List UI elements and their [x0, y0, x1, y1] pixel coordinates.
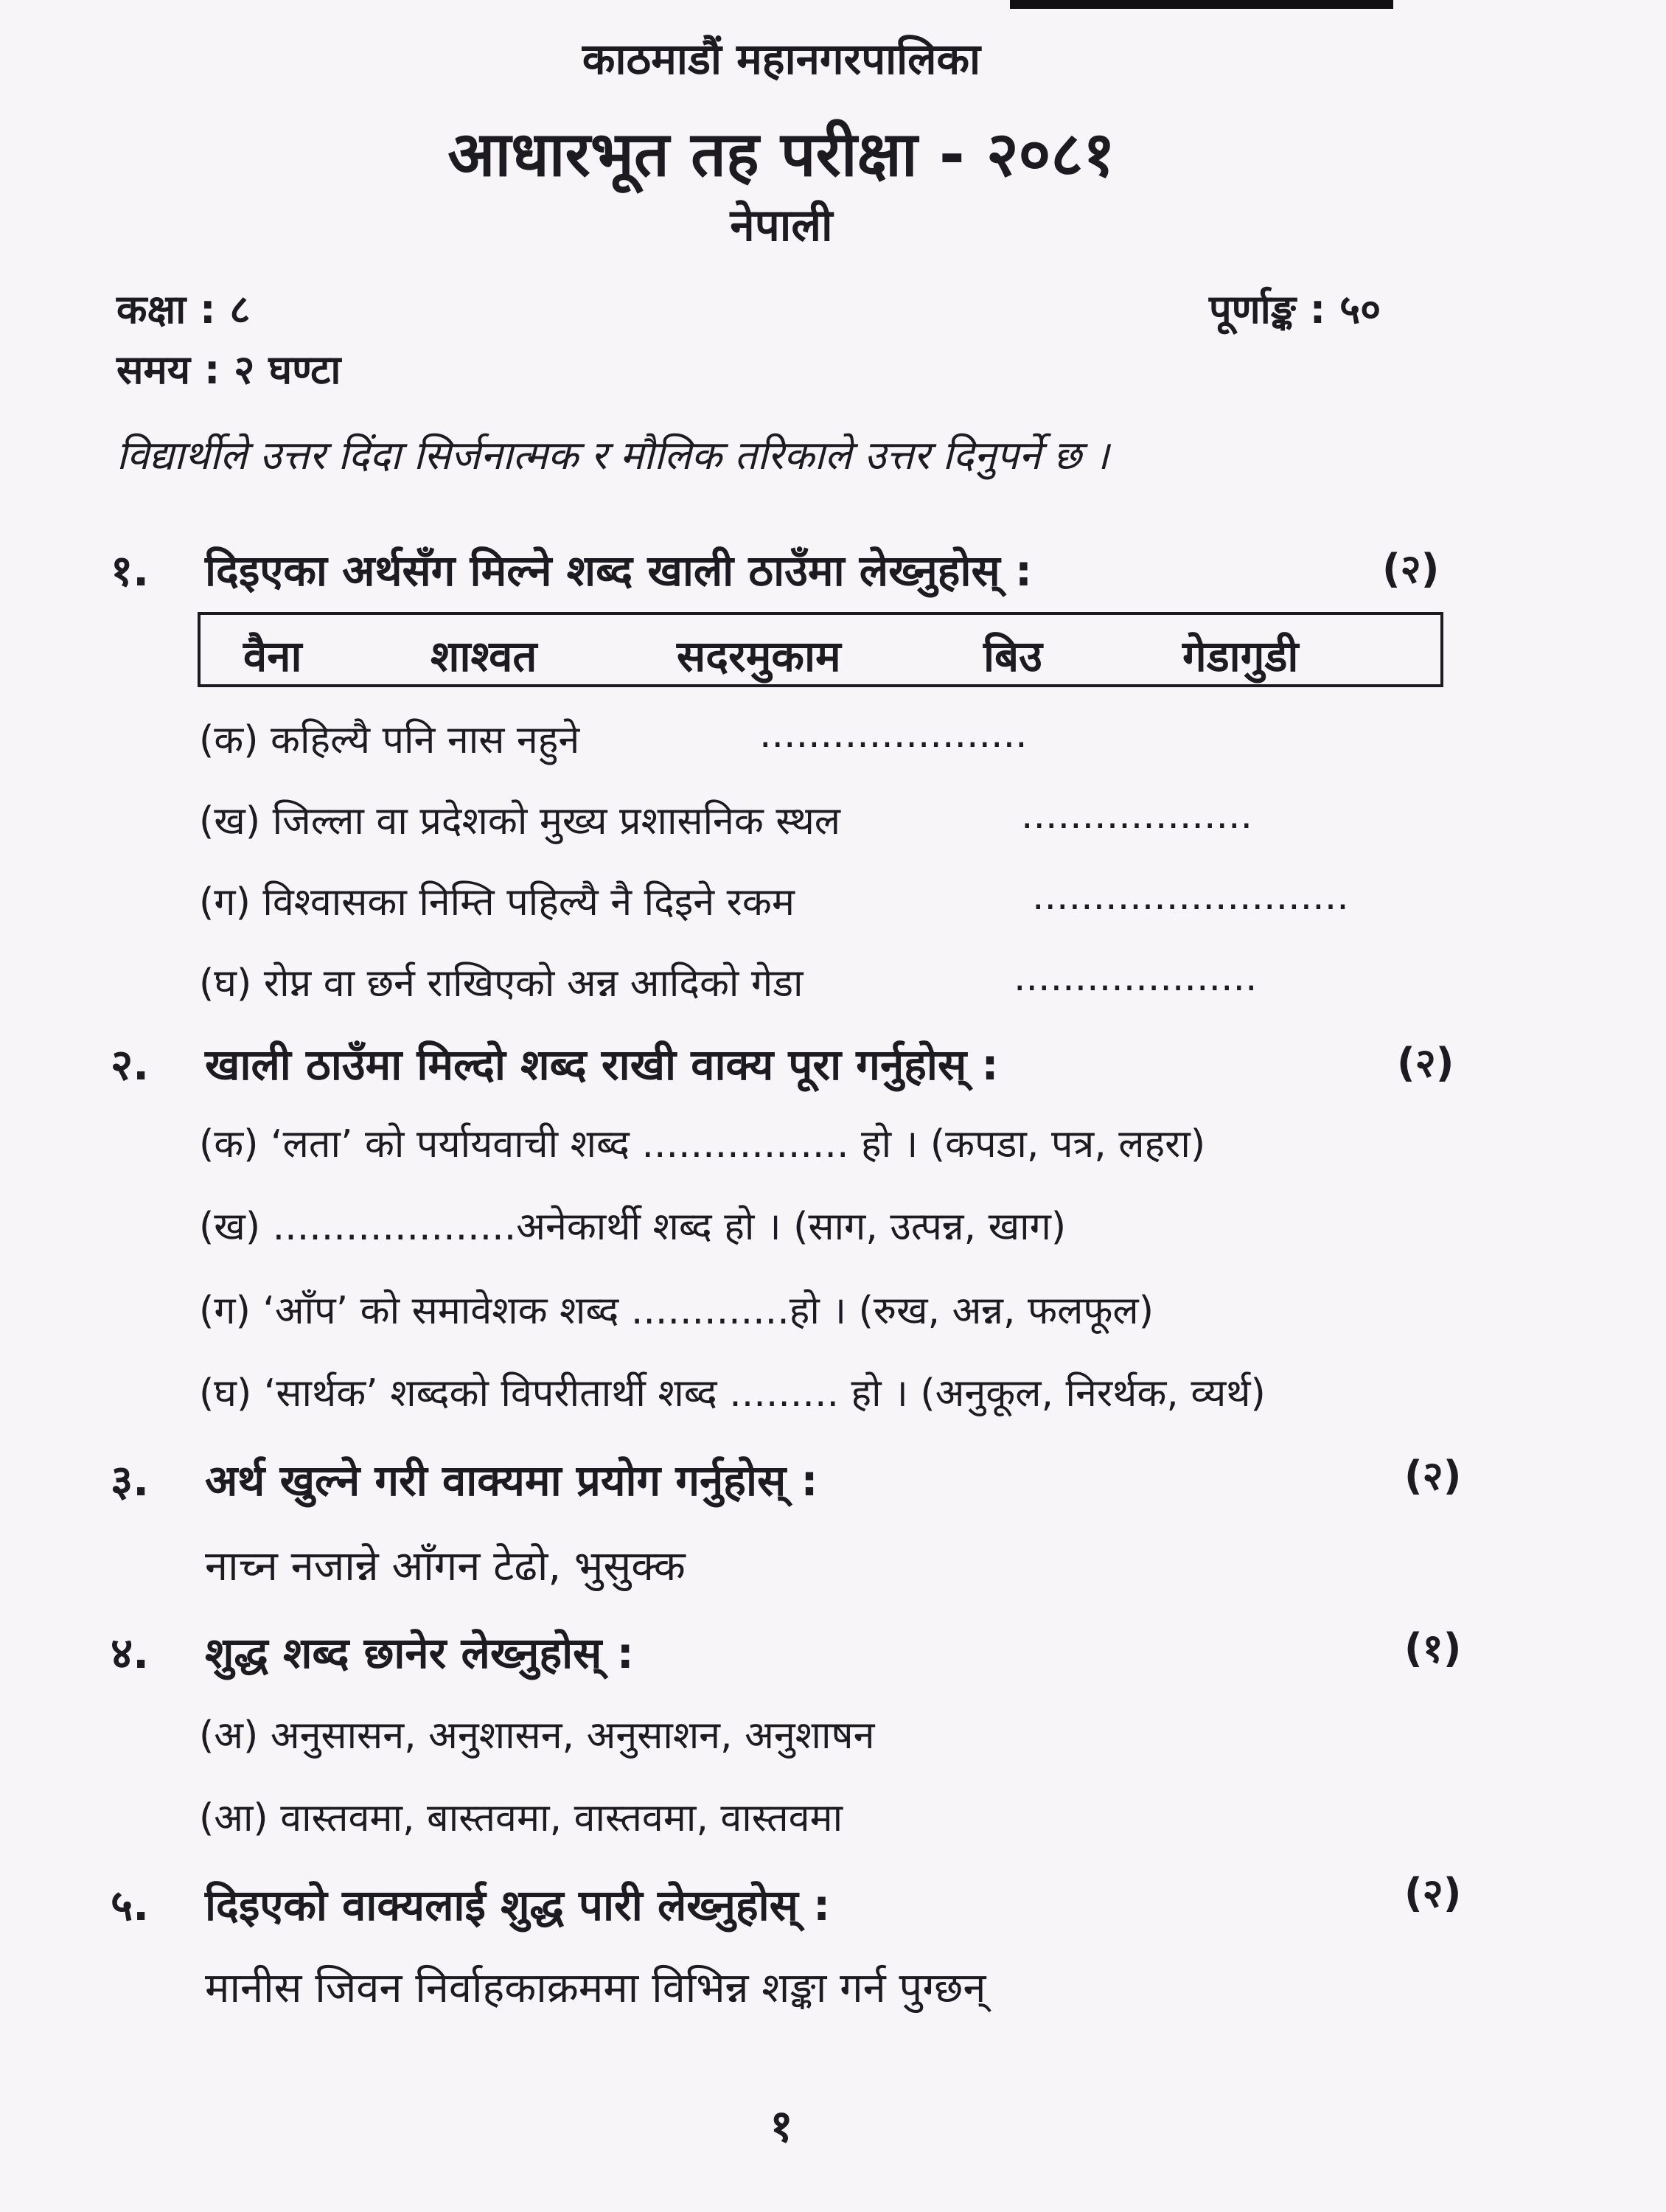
sub-question-text: ‘सार्थक’ शब्दको विपरीतार्थी शब्द ......... हो । (अनुकूल, निरर्थक, व्यर्थ) — [263, 1371, 1266, 1416]
answer-blank: .......................... — [1032, 874, 1349, 919]
word-option: बिउ — [983, 631, 1042, 681]
question-marks: (२) — [1404, 1870, 1462, 1916]
question-text: शुद्ध शब्द छानेर लेख्नुहोस् : — [205, 1628, 634, 1678]
question-text: अर्थ खुल्ने गरी वाक्यमा प्रयोग गर्नुहोस् : — [205, 1455, 818, 1506]
question-number: २. — [111, 1040, 150, 1090]
sub-question-label: (आ) — [199, 1796, 268, 1840]
question-number: ४. — [111, 1628, 150, 1678]
sub-question-label: (ख) — [199, 799, 261, 844]
answer-blank: ................... — [1021, 793, 1253, 838]
sub-question — [199, 1199, 1066, 1251]
question-number: ३. — [111, 1455, 150, 1506]
sub-question — [199, 1366, 1266, 1418]
sub-question-label: (अ) — [199, 1714, 259, 1758]
sub-question-text: अनुसासन, अनुशासन, अनुसाशन, अनुशाषन — [270, 1714, 875, 1758]
word-box — [198, 612, 1443, 687]
question-marks: (२) — [1404, 1453, 1462, 1499]
sub-question-label: (ख) — [199, 1205, 261, 1249]
question-text: खाली ठाउँमा मिल्दो शब्द राखी वाक्य पूरा गर्नुहोस् : — [205, 1040, 999, 1090]
word-option: शाश्वत — [431, 631, 537, 681]
word-option: वैना — [243, 631, 302, 681]
sub-question-label: (क) — [199, 718, 259, 762]
time-label: समय : २ घण्टा — [116, 347, 341, 393]
word-option: गेडागुडी — [1182, 631, 1299, 681]
word-option: सदरमुकाम — [677, 631, 841, 681]
question-text: दिइएको वाक्यलाई शुद्ध पारी लेख्नुहोस् : — [205, 1880, 831, 1930]
sub-question — [199, 1116, 1205, 1169]
sub-question — [199, 956, 804, 1008]
sub-question — [199, 1708, 874, 1760]
sub-question — [199, 874, 795, 927]
class-label: कक्षा : ८ — [116, 286, 251, 333]
organization-name: काठमाडौं महानगरपालिका — [582, 34, 981, 84]
question-body: नाच्न नजान्ने आँगन टेढो, भुसुक्क — [205, 1543, 686, 1590]
sub-question-label: (ग) — [199, 880, 251, 925]
sub-question-label: (घ) — [199, 961, 252, 1006]
sub-question-text: जिल्ला वा प्रदेशको मुख्य प्रशासनिक स्थल — [272, 799, 841, 844]
subject-title: नेपाली — [730, 200, 833, 251]
question-marks: (१) — [1404, 1625, 1462, 1672]
sub-question-text: ‘आँप’ को समावेशक शब्द .............हो । (रुख, अन्न, फलफूल) — [262, 1289, 1154, 1333]
sub-question-label: (घ) — [199, 1371, 252, 1416]
sub-question-text: कहिल्यै पनि नास नहुने — [271, 718, 580, 762]
top-edge-bar — [1010, 0, 1393, 9]
answer-blank: ...................... — [759, 712, 1028, 757]
sub-question — [199, 712, 579, 765]
page-number: १ — [770, 2101, 793, 2152]
sub-question-text: वास्तवमा, बास्तवमा, वास्तवमा, वास्तवमा — [280, 1796, 843, 1840]
full-marks-label: पूर्णाङ्क : ५० — [1209, 286, 1381, 333]
question-marks: (२) — [1382, 546, 1440, 592]
sub-question — [199, 1283, 1154, 1335]
sub-question-text: विश्वासका निम्ति पहिल्यै नै दिइने रकम — [262, 880, 795, 925]
question-number: १. — [111, 546, 150, 596]
sub-question-text: ....................अनेकार्थी शब्द हो । (साग, उत्पन्न, खाग) — [272, 1205, 1067, 1249]
sub-question — [199, 1790, 843, 1843]
question-marks: (२) — [1397, 1040, 1454, 1086]
exam-title: आधारभूत तह परीक्षा - २०८१ — [447, 118, 1115, 190]
sub-question-text: रोप्न वा छर्न राखिएको अन्न आदिको गेडा — [263, 961, 804, 1006]
question-text: दिइएका अर्थसँग मिल्ने शब्द खाली ठाउँमा लेख्नुहोस् : — [205, 546, 1033, 596]
sub-question — [199, 793, 840, 846]
instruction-text: विद्यार्थीले उत्तर दिंदा सिर्जनात्मक र मौलिक तरिकाले उत्तर दिनुपर्ने छ । — [116, 432, 1109, 479]
sub-question-text: ‘लता’ को पर्यायवाची शब्द ................. हो । (कपडा, पत्र, लहरा) — [271, 1122, 1206, 1166]
question-number: ५. — [111, 1880, 150, 1930]
question-body: मानीस जिवन निर्वाहकाक्रममा विभिन्न शङ्का गर्न पुग्छन् — [205, 1964, 986, 2012]
answer-blank: .................... — [1014, 956, 1258, 1000]
sub-question-label: (क) — [199, 1122, 259, 1166]
sub-question-label: (ग) — [199, 1289, 251, 1333]
